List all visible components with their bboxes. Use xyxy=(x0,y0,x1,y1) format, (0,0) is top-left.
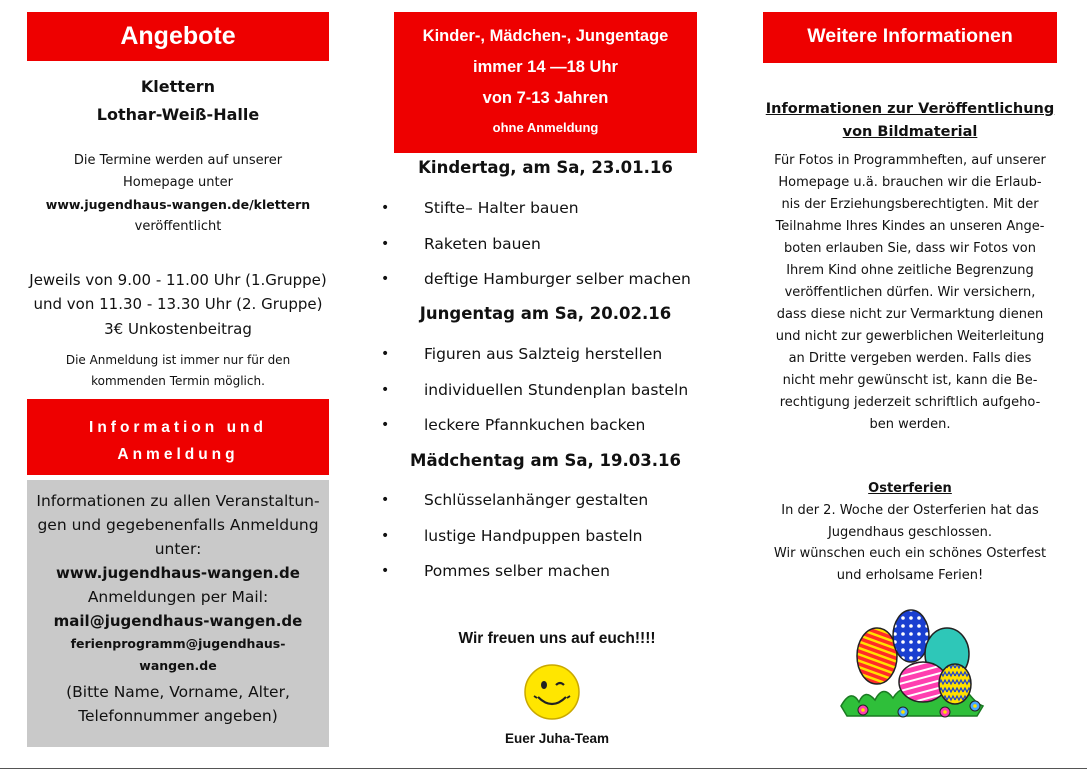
day-title-kindertag: Kindertag, am Sa, 23.01.16 xyxy=(418,158,673,177)
item-text: leckere Pfannkuchen backen xyxy=(424,416,646,434)
item-text: Raketen bauen xyxy=(424,234,541,253)
zeiten-line: Jeweils von 9.00 - 11.00 Uhr (1.Gruppe) xyxy=(29,271,327,289)
jungentag-list xyxy=(381,342,711,449)
list-item xyxy=(381,267,711,303)
list-item xyxy=(381,559,711,595)
info-line: gen und gegebenenfalls Anmeldung xyxy=(37,516,319,534)
note-line: (Bitte Name, Vorname, Alter, xyxy=(66,683,290,701)
angebote-header: Angebote xyxy=(27,12,329,61)
bullet-icon: • xyxy=(381,527,390,544)
item-text: Figuren aus Salzteig herstellen xyxy=(424,345,663,363)
bild-title-line: Informationen zur Veröffentlichung xyxy=(765,101,1055,117)
zeiten-text xyxy=(27,268,329,316)
klettern-url-link[interactable]: www.jugendhaus-wangen.de/klettern xyxy=(45,197,311,212)
tage-header-line: von 7-13 Jahren xyxy=(482,89,609,107)
bild-line: boten erlauben Sie, dass wir Fotos von xyxy=(783,241,1036,256)
osterferien-title: Osterferien xyxy=(868,481,952,496)
bild-line: rechtigung jederzeit schriftlich aufgeho- xyxy=(779,395,1041,410)
klettern-block xyxy=(27,73,329,129)
oster-line: und erholsame Ferien! xyxy=(836,567,984,583)
smiley-icon xyxy=(523,663,581,721)
bullet-icon: • xyxy=(381,271,390,287)
anmeldung-hinweis xyxy=(27,350,329,392)
bild-line: Für Fotos in Programmheften, auf unserer xyxy=(774,153,1046,168)
ferienprogramm-mail-link[interactable]: ferienprogramm@jugendhaus- xyxy=(70,636,286,651)
day-title-jungentag: Jungentag am Sa, 20.02.16 xyxy=(419,304,672,323)
termine-line: veröffentlicht xyxy=(134,219,222,234)
bild-line: an Dritte vergeben werden. Falls dies xyxy=(788,351,1032,366)
mail-link[interactable]: mail@jugendhaus-wangen.de xyxy=(53,612,303,630)
termine-text xyxy=(27,150,329,238)
klettern-title: Klettern xyxy=(140,77,216,96)
bildmaterial-title xyxy=(763,98,1057,144)
freuen-text: Wir freuen uns auf euch!!!! xyxy=(458,630,656,647)
item-text: lustige Handpuppen basteln xyxy=(424,526,643,545)
tage-header-line: Kinder-, Mädchen-, Jungentage xyxy=(422,27,669,45)
item-text: Pommes selber machen xyxy=(424,562,610,580)
bullet-icon: • xyxy=(381,346,390,362)
hinweis-line: kommenden Termin möglich. xyxy=(91,374,265,388)
hinweis-line: Die Anmeldung ist immer nur für den xyxy=(65,353,291,367)
info-header-line: Anmeldung xyxy=(117,446,239,463)
bildmaterial-text xyxy=(761,150,1059,436)
bild-line: Homepage u.ä. brauchen wir die Erlaub- xyxy=(778,175,1042,190)
list-item xyxy=(381,196,711,232)
list-item xyxy=(381,232,711,268)
tage-header-line: immer 14 —18 Uhr xyxy=(473,58,618,76)
list-item xyxy=(381,413,711,449)
termine-line: Die Termine werden auf unserer xyxy=(73,153,283,168)
day-title-maedchentag: Mädchentag am Sa, 19.03.16 xyxy=(410,451,681,470)
bullet-icon: • xyxy=(381,563,390,579)
list-item xyxy=(381,378,711,414)
bullet-icon: • xyxy=(381,381,390,398)
item-text: individuellen Stundenplan basteln xyxy=(424,380,689,399)
oster-line: Wir wünschen euch ein schönes Osterfest xyxy=(773,546,1047,561)
easter-eggs-image xyxy=(835,606,991,722)
homepage-url-link[interactable]: www.jugendhaus-wangen.de xyxy=(56,564,300,582)
mail-label: Anmeldungen per Mail: xyxy=(87,588,269,606)
list-item xyxy=(381,342,711,378)
termine-line: Homepage unter xyxy=(123,175,233,190)
bullet-icon: • xyxy=(381,492,390,508)
bild-title-line: von Bildmaterial xyxy=(842,124,978,140)
bild-line: ben werden. xyxy=(869,417,951,432)
bild-line: nicht mehr gewünscht ist, kann die Be- xyxy=(782,373,1038,388)
kosten-text: 3€ Unkostenbeitrag xyxy=(104,320,252,338)
bullet-icon: • xyxy=(381,200,390,216)
ferienprogramm-mail-link-cont[interactable]: wangen.de xyxy=(139,658,217,673)
team-signature: Euer Juha-Team xyxy=(504,731,610,746)
item-text: Schlüsselanhänger gestalten xyxy=(424,491,649,509)
bullet-icon: • xyxy=(381,417,390,433)
oster-line: Jugendhaus geschlossen. xyxy=(827,524,993,540)
bild-line: veröffentlichen dürfen. Wir versichern, xyxy=(784,285,1036,300)
bild-line: Teilnahme Ihres Kindes an unseren Ange- xyxy=(775,219,1045,234)
tage-header-line: ohne Anmeldung xyxy=(492,120,599,135)
list-item xyxy=(381,488,711,524)
bild-line: und nicht zur gewerblichen Weiterleitung xyxy=(775,329,1045,344)
kindertag-list xyxy=(381,196,711,303)
bild-line: Ihrem Kind ohne zeitliche Begrenzung xyxy=(786,263,1034,278)
weitere-informationen-header: Weitere Informationen xyxy=(763,12,1057,63)
zeiten-line: und von 11.30 - 13.30 Uhr (2. Gruppe) xyxy=(33,295,323,313)
bild-line: nis der Erziehungsberechtigten. Mit der xyxy=(781,197,1039,212)
item-text: Stifte– Halter bauen xyxy=(424,199,579,217)
bottom-divider xyxy=(0,768,1087,769)
info-anmeldung-header xyxy=(27,399,329,475)
item-text: deftige Hamburger selber machen xyxy=(424,270,691,288)
info-line: unter: xyxy=(154,540,202,558)
note-line: Telefonnummer angeben) xyxy=(78,707,278,725)
tage-header xyxy=(394,12,697,153)
info-header-line: Information und xyxy=(89,419,267,436)
bild-line: dass diese nicht zur Vermarktung dienen xyxy=(776,307,1044,322)
bullet-icon: • xyxy=(381,235,390,252)
info-box xyxy=(27,480,329,747)
maedchentag-list xyxy=(381,488,711,595)
list-item xyxy=(381,524,711,560)
info-line: Informationen zu allen Veranstaltun- xyxy=(36,492,320,510)
oster-line: In der 2. Woche der Osterferien hat das xyxy=(781,503,1039,518)
klettern-location: Lothar-Weiß-Halle xyxy=(96,105,260,124)
osterferien-text xyxy=(763,500,1057,586)
